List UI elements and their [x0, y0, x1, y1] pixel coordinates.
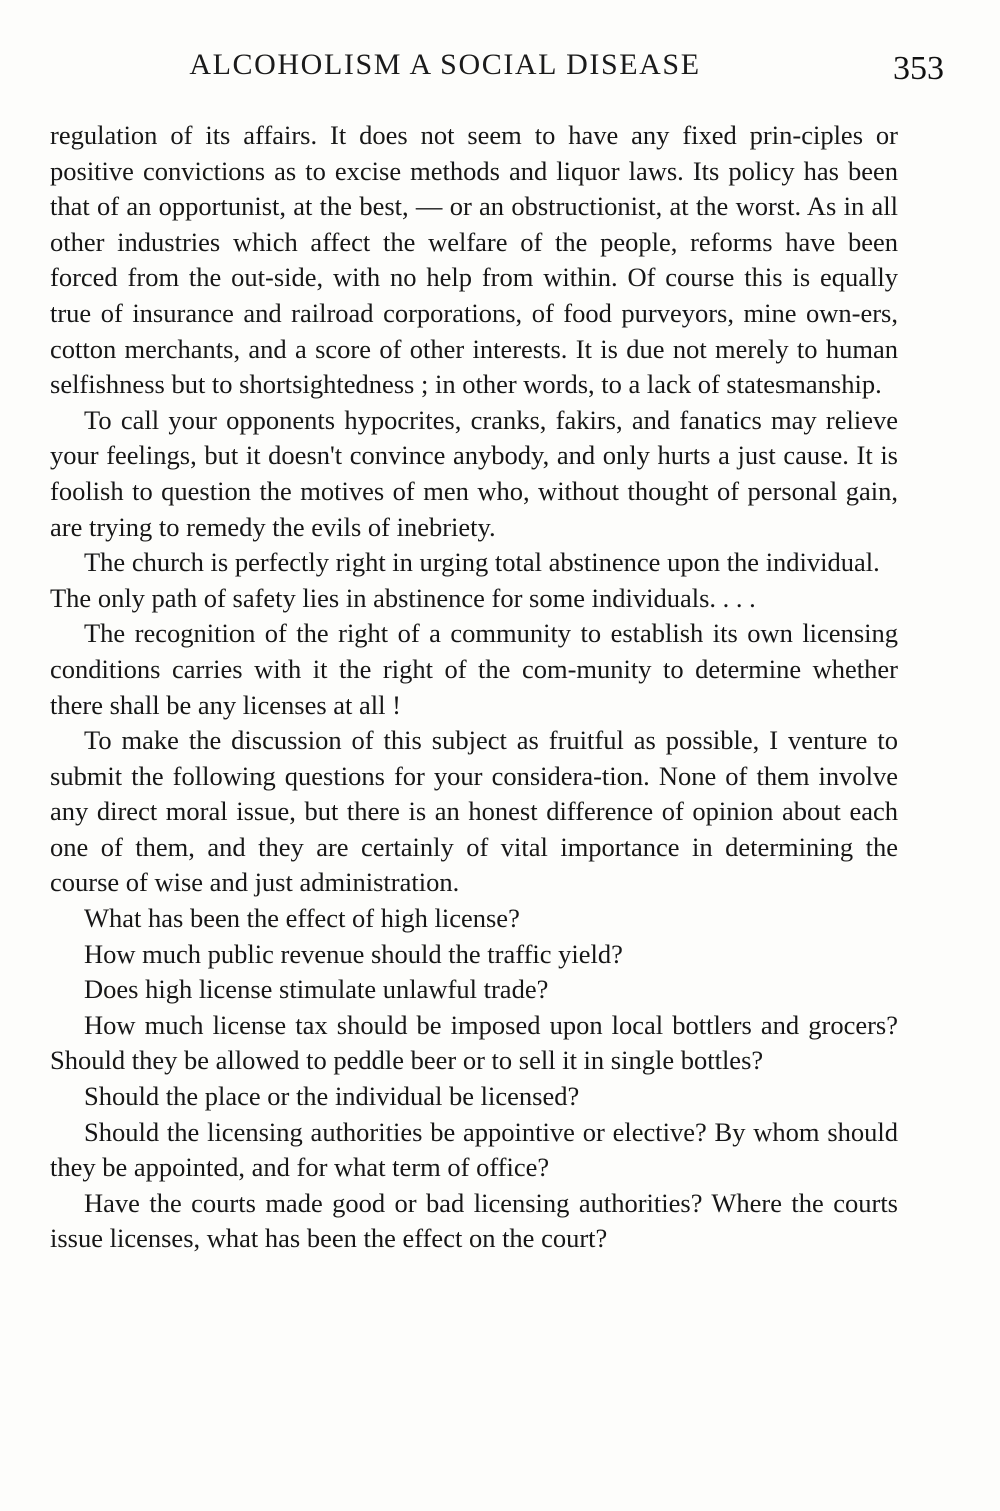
list-item: Does high license stimulate unlawful trade? — [84, 974, 549, 1005]
page-header — [50, 48, 950, 100]
paragraph: The church is perfectly right in urging total abstinence upon the individual. The only path of safety lies in abstinence for some individuals. . . . — [50, 547, 880, 613]
paragraph: The recognition of the right of a community to establish its own licensing conditions carries with it the right of the com-munity to determine whether there shall be any licenses at all ! — [50, 618, 898, 720]
page-number: 353 — [893, 50, 944, 87]
list-item: How much license tax should be imposed upon local bottlers and grocers? Should they be allowed to peddle beer or to sell it in single bottles? — [50, 1009, 898, 1076]
running-head: ALCOHOLISM A SOCIAL DISEASE — [189, 48, 701, 81]
question-list — [50, 901, 898, 1257]
paragraph: To make the discussion of this subject as fruitful as possible, I venture to submit the following questions for your considera-tion. None of them involve any direct moral issue, but there is an honest difference of opinion about each one of them, and they are certainly of vital importance in determining the course of wise and just administration. — [50, 725, 898, 898]
paragraph-continued: regulation of its affairs. It does not seem to have any fixed prin-ciples or positive convictions as to excise methods and liquor laws. Its policy has been that of an opportunist, at the best, — or an obstructionist, at the worst. As in all other industries which affect the welfare of the people, reforms have been forced from the out-side, with no help from within. Of course this is equally true of insurance and railroad corporations, of food purveyors, mine own-ers, cotton merchants, and a score of other interests. It is due not merely to human selfishness but to shortsightedness ; in other words, to a lack of statesmanship. — [50, 120, 898, 400]
list-item: Should the place or the individual be licensed? — [84, 1081, 580, 1112]
page-body — [50, 118, 898, 1257]
list-item: How much public revenue should the traffic yield? — [84, 938, 623, 969]
list-item: Have the courts made good or bad licensing authorities? Where the courts issue licenses, what has been the effect on the court? — [50, 1187, 898, 1254]
list-item: What has been the effect of high license? — [84, 903, 520, 934]
paragraph: To call your opponents hypocrites, cranks, fakirs, and fanatics may relieve your feelings, but it doesn't convince anybody, and only hurts a just cause. It is foolish to question the motives of men who, without thought of personal gain, are trying to remedy the evils of inebriety. — [50, 404, 898, 542]
list-item: Should the licensing authorities be appointive or elective? By whom should they be appointed, and for what term of office? — [50, 1116, 898, 1183]
